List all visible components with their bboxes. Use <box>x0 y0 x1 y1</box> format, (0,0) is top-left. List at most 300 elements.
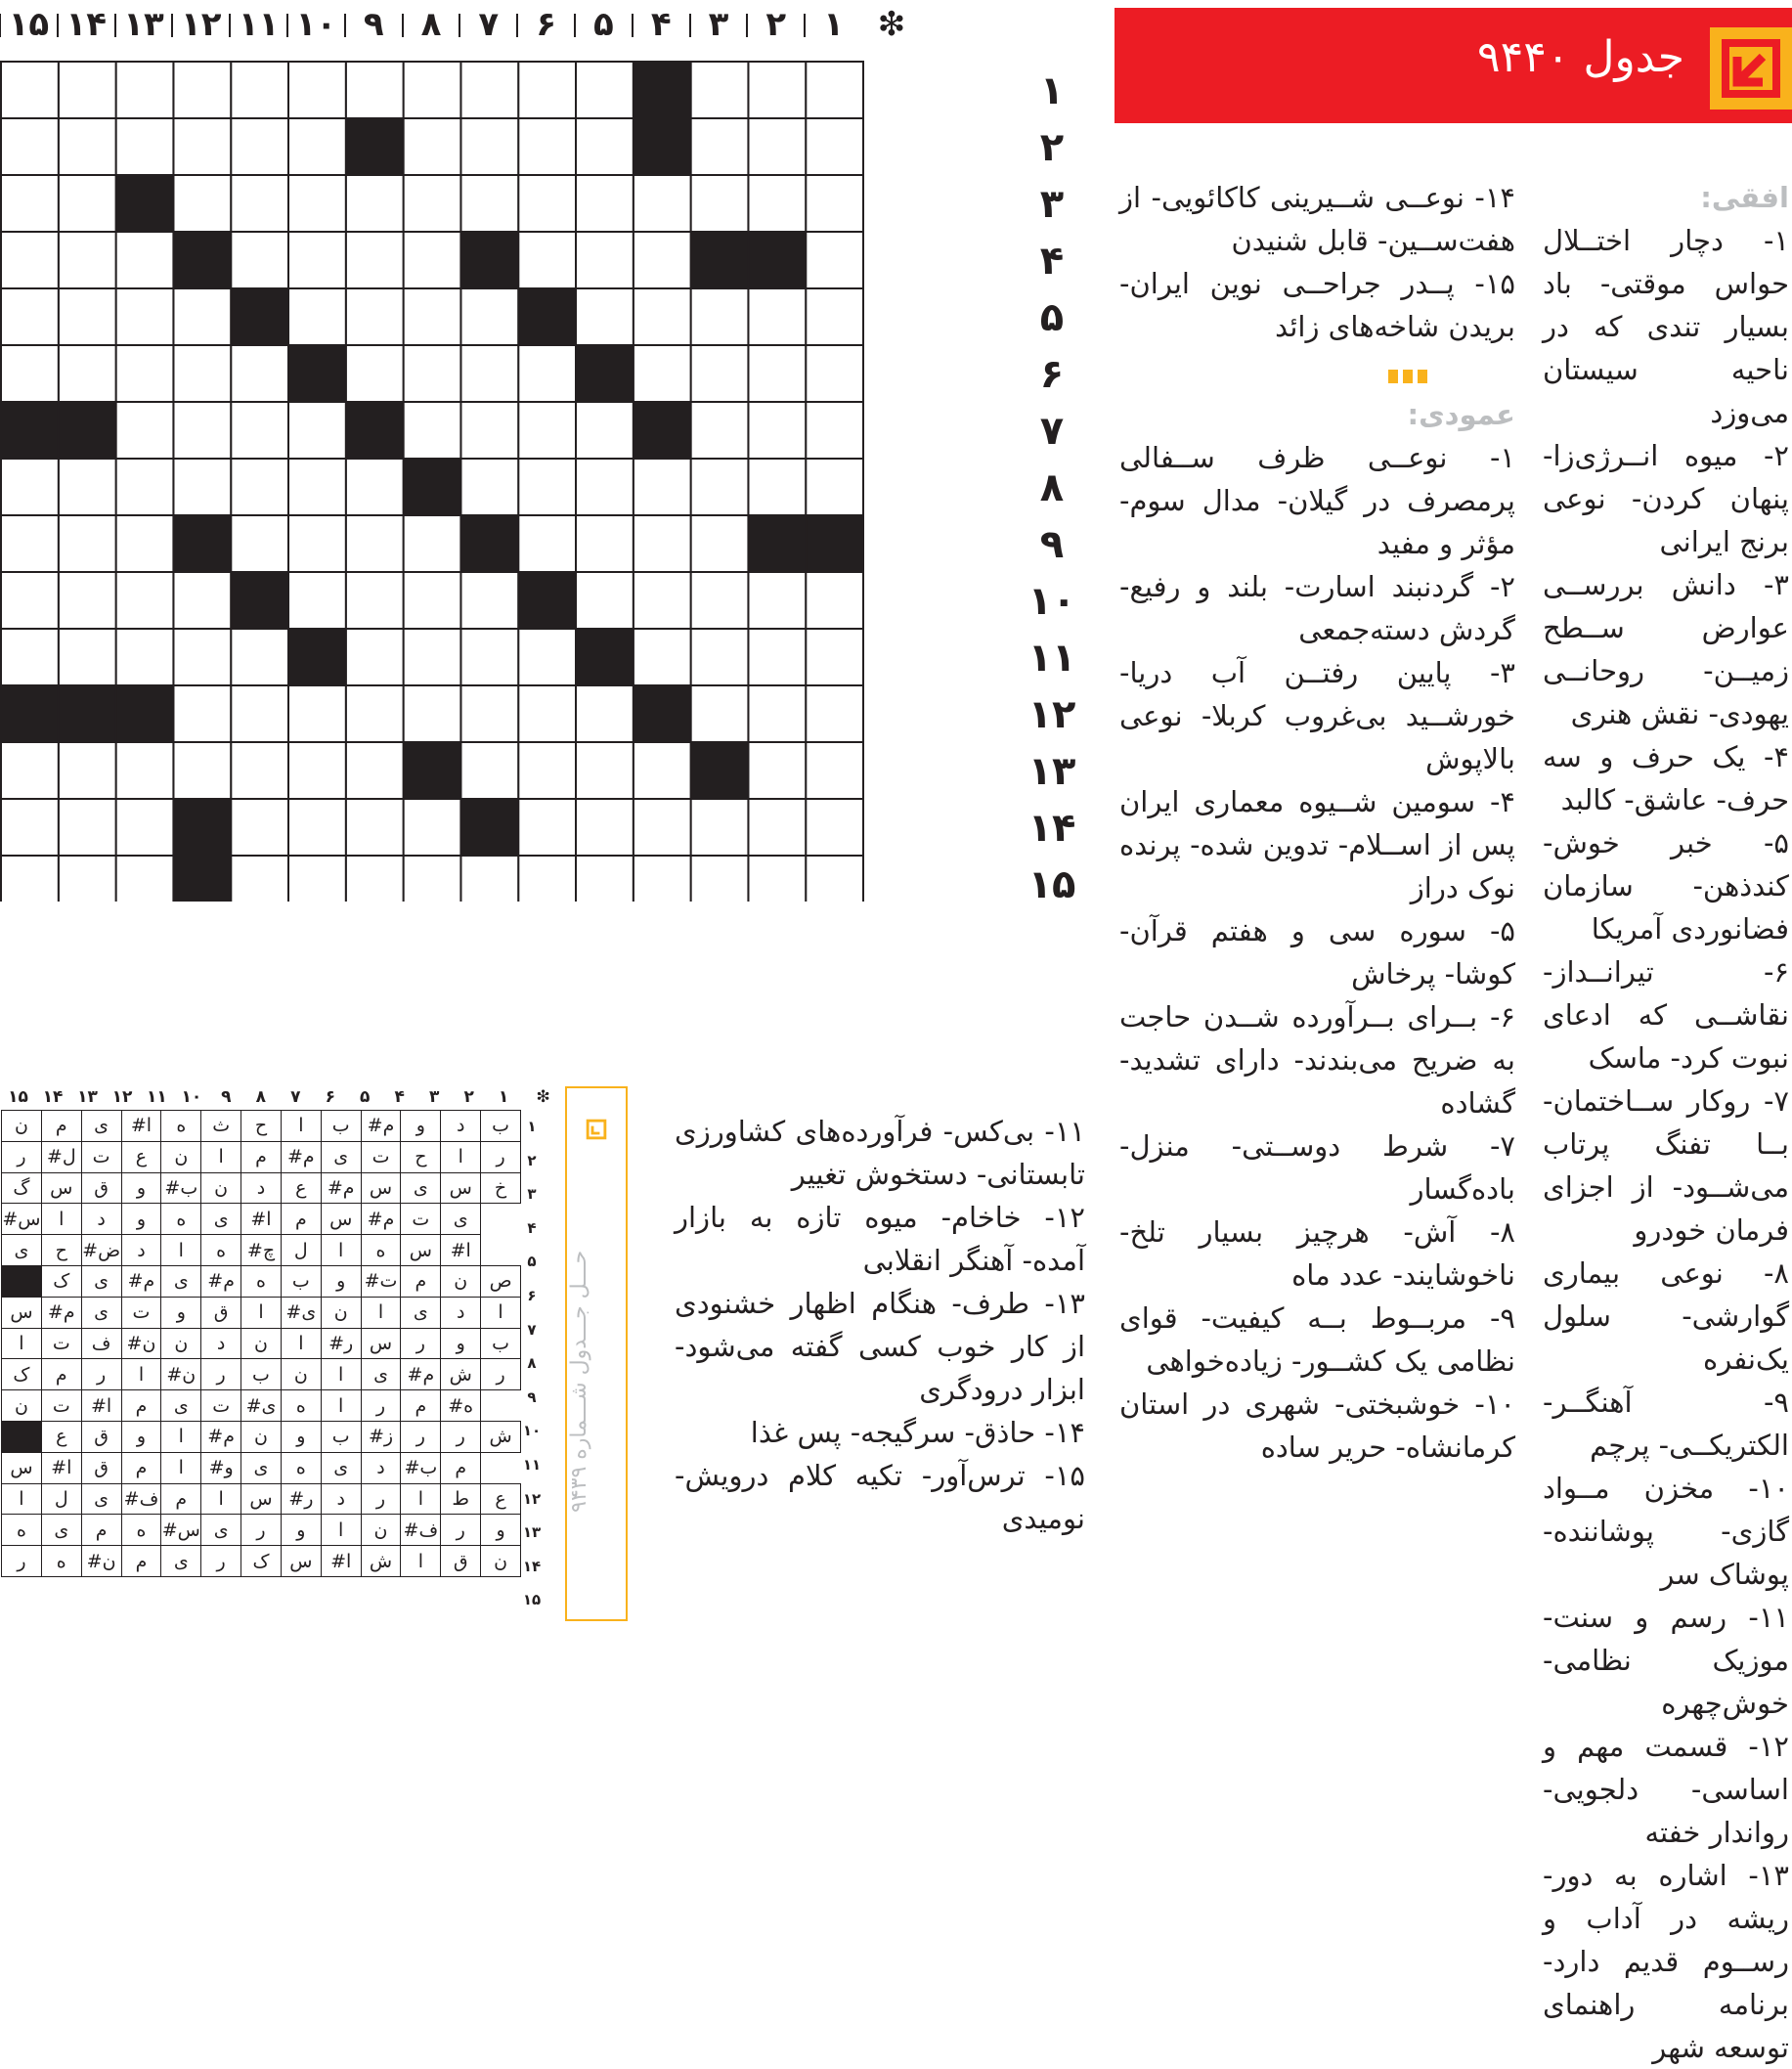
grid-cell[interactable] <box>748 629 806 685</box>
solution-cell: ط <box>441 1483 481 1515</box>
grid-cell[interactable] <box>59 118 116 175</box>
grid-cell[interactable] <box>59 175 116 232</box>
grid-cell[interactable] <box>231 175 288 232</box>
grid-cell[interactable] <box>231 799 288 856</box>
grid-cell[interactable] <box>288 402 346 459</box>
grid-cell[interactable] <box>346 515 404 572</box>
grid-cell[interactable] <box>59 62 116 118</box>
solution-cell: ا <box>201 1483 241 1515</box>
grid-cell[interactable] <box>691 288 749 345</box>
solution-cell: ق <box>81 1172 121 1204</box>
grid-cell[interactable] <box>576 515 634 572</box>
grid-cell[interactable] <box>231 459 288 515</box>
grid-cell[interactable] <box>346 62 404 118</box>
grid-cell[interactable] <box>59 742 116 799</box>
grid-cell[interactable] <box>691 799 749 856</box>
grid-cell[interactable] <box>691 572 749 629</box>
grid-cell[interactable] <box>634 856 691 902</box>
grid-cell[interactable] <box>116 459 174 515</box>
grid-cell[interactable] <box>404 572 461 629</box>
grid-cell[interactable] <box>59 232 116 288</box>
solution-cell: ا <box>2 1328 42 1359</box>
grid-cell[interactable] <box>173 118 231 175</box>
grid-cell[interactable] <box>1 572 59 629</box>
grid-cell[interactable] <box>116 742 174 799</box>
grid-cell[interactable] <box>346 629 404 685</box>
solution-cell: و <box>281 1421 321 1452</box>
puzzle-header <box>1115 8 1792 123</box>
solution-cell: ی <box>161 1390 201 1422</box>
grid-cell[interactable] <box>518 856 576 902</box>
grid-cell[interactable] <box>748 459 806 515</box>
grid-cell[interactable] <box>288 288 346 345</box>
grid-cell[interactable] <box>173 175 231 232</box>
grid-cell[interactable] <box>634 232 691 288</box>
grid-cell[interactable] <box>806 799 863 856</box>
grid-cell[interactable] <box>634 629 691 685</box>
grid-cell[interactable] <box>231 402 288 459</box>
grid-cell[interactable] <box>806 856 863 902</box>
grid-cell[interactable] <box>173 459 231 515</box>
solution-cell: #ا <box>441 1235 481 1266</box>
clue-text: ۷- شرط دوســتی- منزل- باده‌گسار <box>1119 1129 1515 1206</box>
grid-row-number: ۱۲ <box>1027 692 1076 737</box>
solution-cell: م <box>161 1483 201 1515</box>
grid-cell[interactable] <box>1 742 59 799</box>
grid-cell[interactable] <box>173 685 231 742</box>
grid-cell[interactable] <box>518 685 576 742</box>
solution-cell: ا <box>481 1297 521 1328</box>
solution-grid <box>1 1110 521 1577</box>
grid-cell[interactable] <box>806 629 863 685</box>
grid-cell[interactable] <box>518 629 576 685</box>
grid-cell[interactable] <box>634 288 691 345</box>
grid-cell[interactable] <box>576 685 634 742</box>
grid-cell[interactable] <box>59 572 116 629</box>
solution-cell: و <box>161 1297 201 1328</box>
grid-cell[interactable] <box>231 232 288 288</box>
grid-cell[interactable] <box>460 62 518 118</box>
solution-cell: ف <box>81 1328 121 1359</box>
black-cell <box>404 742 461 799</box>
grid-cell[interactable] <box>288 856 346 902</box>
grid-cell[interactable] <box>116 799 174 856</box>
grid-cell[interactable] <box>231 685 288 742</box>
grid-cell[interactable] <box>460 629 518 685</box>
grid-cell[interactable] <box>288 742 346 799</box>
grid-cell[interactable] <box>691 856 749 902</box>
grid-cell[interactable] <box>404 515 461 572</box>
grid-cell[interactable] <box>231 345 288 402</box>
grid-cell[interactable] <box>691 118 749 175</box>
solution-cell: و <box>121 1204 161 1235</box>
solution-row-number: ۱۰ <box>522 1422 542 1440</box>
grid-cell[interactable] <box>231 742 288 799</box>
grid-row-number: ۶ <box>1039 352 1065 397</box>
grid-cell[interactable] <box>404 288 461 345</box>
solution-cell: ب <box>321 1421 361 1452</box>
solution-cell: ر <box>401 1328 441 1359</box>
grid-cell[interactable] <box>288 459 346 515</box>
solution-cell: ق <box>201 1297 241 1328</box>
grid-cell[interactable] <box>460 856 518 902</box>
black-cell <box>806 515 863 572</box>
grid-cell[interactable] <box>691 402 749 459</box>
grid-cell[interactable] <box>576 62 634 118</box>
grid-cell[interactable] <box>231 515 288 572</box>
solution-row-number: ۱۵ <box>522 1591 542 1609</box>
grid-cell[interactable] <box>288 62 346 118</box>
solution-cell: #ه <box>441 1390 481 1422</box>
grid-column-number: ۵ <box>593 5 614 44</box>
grid-cell[interactable] <box>346 572 404 629</box>
solution-row <box>2 1265 521 1297</box>
grid-cell[interactable] <box>173 402 231 459</box>
grid-cell[interactable] <box>346 742 404 799</box>
grid-cell[interactable] <box>806 118 863 175</box>
grid-cell[interactable] <box>231 62 288 118</box>
grid-cell[interactable] <box>231 118 288 175</box>
grid-cell[interactable] <box>173 742 231 799</box>
solution-cell: ث <box>201 1111 241 1142</box>
clue-text: ۱- دچار اختــلال حواس موقتی- باد بسیار تندی که در ناحیه سیستان می‌وزد <box>1543 224 1789 429</box>
grid-cell[interactable] <box>460 402 518 459</box>
grid-cell[interactable] <box>116 402 174 459</box>
grid-cell[interactable] <box>404 118 461 175</box>
grid-cell[interactable] <box>518 742 576 799</box>
solution-cell: ا <box>281 1328 321 1359</box>
grid-cell[interactable] <box>748 118 806 175</box>
grid-cell[interactable] <box>288 515 346 572</box>
solution-cell: م <box>81 1515 121 1546</box>
grid-cell[interactable] <box>404 175 461 232</box>
grid-cell[interactable] <box>404 856 461 902</box>
solution-cell: س <box>361 1328 401 1359</box>
grid-cell[interactable] <box>346 345 404 402</box>
grid-cell[interactable] <box>748 799 806 856</box>
solution-column-number: ۱ <box>498 1087 509 1107</box>
solution-cell: ک <box>41 1265 81 1297</box>
grid-cell[interactable] <box>576 856 634 902</box>
solution-cell: ش <box>481 1421 521 1452</box>
clue-text: ۱۲- خاخام- میوه تازه به بازار آمده- آهنگر انقلابی <box>675 1201 1085 1277</box>
grid-cell[interactable] <box>346 232 404 288</box>
grid-cell[interactable] <box>576 175 634 232</box>
solution-cell: ت <box>401 1204 441 1235</box>
grid-cell[interactable] <box>288 685 346 742</box>
solution-row-number: ۴ <box>527 1218 537 1237</box>
solution-cell: م <box>121 1452 161 1483</box>
grid-cell[interactable] <box>634 345 691 402</box>
grid-cell[interactable] <box>748 742 806 799</box>
grid-cell[interactable] <box>1 288 59 345</box>
grid-cell[interactable] <box>173 629 231 685</box>
grid-cell[interactable] <box>346 288 404 345</box>
grid-cell[interactable] <box>173 572 231 629</box>
solution-cell: ی <box>81 1483 121 1515</box>
grid-cell[interactable] <box>518 515 576 572</box>
grid-cell[interactable] <box>59 288 116 345</box>
grid-cell[interactable] <box>116 515 174 572</box>
solution-cell: ح <box>241 1111 282 1142</box>
grid-cell[interactable] <box>173 345 231 402</box>
black-cell <box>346 118 404 175</box>
grid-cell[interactable] <box>634 175 691 232</box>
grid-cell[interactable] <box>806 572 863 629</box>
solution-row <box>2 1328 521 1359</box>
clue-text: ۱۳- طرف- هنگام اظهار خشنودی از کار خوب کسی گفته می‌شود- ابزار درودگری <box>675 1287 1085 1406</box>
grid-cell[interactable] <box>173 62 231 118</box>
solution-cell: ک <box>2 1359 42 1390</box>
grid-cell[interactable] <box>806 402 863 459</box>
grid-cell[interactable] <box>460 118 518 175</box>
solution-cell: ه <box>2 1515 42 1546</box>
grid-cell[interactable] <box>116 62 174 118</box>
clue-text: ۱۴- نوعــی شــیرینی کاکائویی- از هفت‌ســین- قابل شنیدن <box>1119 181 1515 257</box>
grid-cell[interactable] <box>518 402 576 459</box>
grid-cell[interactable] <box>691 175 749 232</box>
solution-cell: ن <box>161 1141 201 1172</box>
solution-row-number: ۶ <box>527 1287 537 1304</box>
solution-cell: ب <box>241 1359 282 1390</box>
solution-column-number: ۱۵ <box>8 1087 28 1107</box>
solution-cell: و <box>321 1265 361 1297</box>
solution-cell: د <box>81 1204 121 1235</box>
solution-label: حـــل جـــدول شـــماره ۹۴۳۹ <box>567 1250 591 1514</box>
grid-cell[interactable] <box>634 799 691 856</box>
solution-cell: ا <box>121 1359 161 1390</box>
grid-cell[interactable] <box>634 742 691 799</box>
black-cell <box>231 288 288 345</box>
solution-row <box>2 1204 521 1235</box>
grid-cell[interactable] <box>404 629 461 685</box>
grid-cell[interactable] <box>116 288 174 345</box>
grid-cell[interactable] <box>518 175 576 232</box>
solution-cell: س <box>241 1483 282 1515</box>
solution-cell: ق <box>81 1421 121 1452</box>
grid-cell[interactable] <box>460 345 518 402</box>
grid-cell[interactable] <box>576 572 634 629</box>
grid-cell[interactable] <box>691 629 749 685</box>
grid-cell[interactable] <box>748 288 806 345</box>
grid-cell[interactable] <box>460 572 518 629</box>
grid-cell[interactable] <box>518 345 576 402</box>
grid-cell[interactable] <box>404 685 461 742</box>
grid-cell[interactable] <box>634 459 691 515</box>
grid-cell[interactable] <box>404 402 461 459</box>
grid-cell[interactable] <box>1 856 59 902</box>
grid-cell[interactable] <box>576 742 634 799</box>
solution-cell: د <box>441 1111 481 1142</box>
grid-cell[interactable] <box>1 799 59 856</box>
grid-cell[interactable] <box>346 856 404 902</box>
grid-cell[interactable] <box>634 572 691 629</box>
grid-row-number: ۹ <box>1039 522 1065 567</box>
grid-cell[interactable] <box>806 685 863 742</box>
grid-cell[interactable] <box>1 232 59 288</box>
grid-cell[interactable] <box>748 175 806 232</box>
grid-cell[interactable] <box>576 232 634 288</box>
grid-cell[interactable] <box>116 856 174 902</box>
grid-cell[interactable] <box>59 459 116 515</box>
black-cell <box>173 799 231 856</box>
grid-cell[interactable] <box>346 175 404 232</box>
grid-cell[interactable] <box>1 459 59 515</box>
solution-cell: و <box>401 1111 441 1142</box>
grid-cell[interactable] <box>576 402 634 459</box>
grid-column-number: ۴ <box>650 5 672 44</box>
grid-cell[interactable] <box>576 799 634 856</box>
solution-cell: س <box>2 1452 42 1483</box>
grid-cell[interactable] <box>404 62 461 118</box>
solution-column-number: ۱۴ <box>42 1087 64 1107</box>
solution-cell: س <box>401 1235 441 1266</box>
grid-cell[interactable] <box>116 572 174 629</box>
grid-cell[interactable] <box>806 232 863 288</box>
grid-cell[interactable] <box>288 118 346 175</box>
grid-cell[interactable] <box>1 345 59 402</box>
grid-cell[interactable] <box>691 685 749 742</box>
grid-cell[interactable] <box>576 459 634 515</box>
grid-cell[interactable] <box>59 345 116 402</box>
clue-text: ۸- نوعی بیماری گوارشی- سلول یک‌نفره <box>1543 1256 1789 1376</box>
black-cell <box>1 685 59 742</box>
grid-cell[interactable] <box>59 856 116 902</box>
grid-cell[interactable] <box>518 232 576 288</box>
grid-cell[interactable] <box>691 345 749 402</box>
grid-cell[interactable] <box>288 799 346 856</box>
grid-cell[interactable] <box>518 62 576 118</box>
solution-cell: س <box>441 1172 481 1204</box>
grid-cell[interactable] <box>460 288 518 345</box>
solution-cell: ه <box>121 1515 161 1546</box>
grid-cell[interactable] <box>116 345 174 402</box>
grid-cell[interactable] <box>288 175 346 232</box>
grid-cell[interactable] <box>231 629 288 685</box>
grid-cell[interactable] <box>288 572 346 629</box>
clue-text: ۹- مربــوط بــه کیفیت- قوای نظامی یک کشــور- زیاده‌خواهی <box>1119 1301 1515 1378</box>
grid-cell[interactable] <box>288 232 346 288</box>
solution-cell: و <box>481 1515 521 1546</box>
grid-cell[interactable] <box>346 685 404 742</box>
solution-cell: #م <box>201 1421 241 1452</box>
black-cell <box>460 232 518 288</box>
solution-corner-asterisk: ❇ <box>536 1087 550 1107</box>
grid-cell[interactable] <box>691 62 749 118</box>
grid-cell[interactable] <box>806 288 863 345</box>
grid-cell[interactable] <box>748 402 806 459</box>
solution-cell: ا <box>241 1297 282 1328</box>
black-cell <box>173 232 231 288</box>
solution-cell: ه <box>241 1265 282 1297</box>
grid-cell[interactable] <box>404 232 461 288</box>
grid-cell[interactable] <box>59 799 116 856</box>
grid-cell[interactable] <box>748 345 806 402</box>
grid-cell[interactable] <box>404 799 461 856</box>
solution-cell: ی <box>201 1515 241 1546</box>
solution-cell: #س <box>2 1204 42 1235</box>
black-cell <box>576 345 634 402</box>
grid-cell[interactable] <box>59 629 116 685</box>
solution-cell: ت <box>201 1390 241 1422</box>
grid-cell[interactable] <box>116 118 174 175</box>
solution-cell: د <box>121 1235 161 1266</box>
grid-cell[interactable] <box>748 856 806 902</box>
solution-column-number: ۹ <box>221 1087 232 1107</box>
across-heading: افقی: <box>1700 181 1789 214</box>
grid-cell[interactable] <box>518 118 576 175</box>
solution-cell: ی <box>241 1452 282 1483</box>
grid-cell[interactable] <box>231 856 288 902</box>
grid-cell[interactable] <box>691 459 749 515</box>
grid-cell[interactable] <box>460 685 518 742</box>
grid-cell[interactable] <box>460 742 518 799</box>
grid-cell[interactable] <box>518 799 576 856</box>
solution-column-number: ۵ <box>360 1087 371 1107</box>
grid-cell[interactable] <box>116 629 174 685</box>
grid-cell[interactable] <box>404 345 461 402</box>
grid-column-number: ۱۵ <box>8 5 50 44</box>
grid-cell[interactable] <box>1 515 59 572</box>
solution-cell: ا <box>321 1235 361 1266</box>
grid-cell[interactable] <box>748 685 806 742</box>
grid-cell[interactable] <box>691 515 749 572</box>
grid-column-number: ۱۲ <box>181 5 222 44</box>
solution-cell: ن <box>441 1265 481 1297</box>
solution-cell: ن <box>201 1172 241 1204</box>
grid-cell[interactable] <box>1 62 59 118</box>
solution-cell: ا <box>161 1235 201 1266</box>
solution-cell: ع <box>481 1483 521 1515</box>
solution-cell: ه <box>161 1111 201 1142</box>
grid-cell[interactable] <box>173 288 231 345</box>
solution-cell: #ض <box>81 1235 121 1266</box>
grid-cell[interactable] <box>748 62 806 118</box>
grid-column-number: ۶ <box>536 5 556 44</box>
solution-cell: گ <box>2 1172 42 1204</box>
solution-cell: ه <box>201 1235 241 1266</box>
crossword-grid <box>0 0 1115 907</box>
grid-cell[interactable] <box>1 629 59 685</box>
solution-cell: م <box>41 1359 81 1390</box>
grid-cell[interactable] <box>1 175 59 232</box>
grid-cell[interactable] <box>806 742 863 799</box>
grid-cell[interactable] <box>518 459 576 515</box>
solution-cell: #م <box>41 1297 81 1328</box>
grid-cell[interactable] <box>748 572 806 629</box>
grid-cell[interactable] <box>634 515 691 572</box>
grid-cell[interactable] <box>576 118 634 175</box>
grid-cell[interactable] <box>806 175 863 232</box>
grid-cell[interactable] <box>806 62 863 118</box>
solution-black-cell <box>2 1265 42 1297</box>
black-cell <box>748 232 806 288</box>
grid-cell[interactable] <box>346 459 404 515</box>
solution-cell: #ی <box>241 1390 282 1422</box>
grid-cell[interactable] <box>460 459 518 515</box>
grid-cell[interactable] <box>116 232 174 288</box>
grid-cell[interactable] <box>576 288 634 345</box>
down-clues-continued <box>675 1110 1085 1540</box>
grid-cell[interactable] <box>806 345 863 402</box>
grid-cell[interactable] <box>460 175 518 232</box>
grid-cell[interactable] <box>346 799 404 856</box>
grid-cell[interactable] <box>806 459 863 515</box>
grid-cell[interactable] <box>1 118 59 175</box>
solution-cell: و <box>121 1421 161 1452</box>
grid-corner-asterisk: ❇ <box>877 5 906 44</box>
grid-cell[interactable] <box>59 515 116 572</box>
